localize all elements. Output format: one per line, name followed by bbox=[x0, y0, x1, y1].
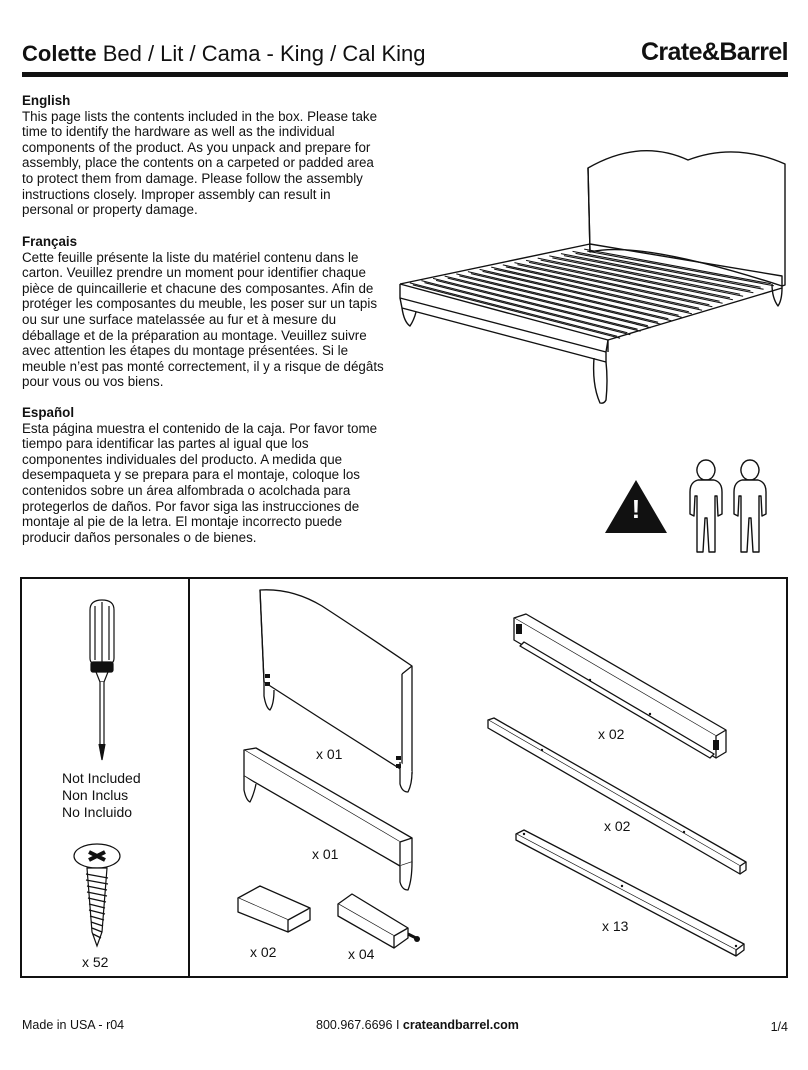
warning-symbol: ! bbox=[631, 494, 641, 524]
footer-phone: 800.967.6696 I bbox=[316, 1018, 403, 1032]
product-description: Bed / Lit / Cama - King / Cal King bbox=[102, 41, 426, 66]
footboard-quantity: x 01 bbox=[312, 846, 339, 862]
footer-page-number: 1/4 bbox=[770, 1020, 788, 1034]
product-name: Colette bbox=[22, 41, 97, 66]
screw-quantity: x 52 bbox=[82, 954, 109, 970]
slat-part bbox=[512, 828, 748, 960]
corner-block-part bbox=[234, 882, 314, 934]
bed-slat bbox=[421, 281, 627, 333]
center-rail-quantity: x 02 bbox=[604, 818, 631, 834]
screw-icon bbox=[72, 842, 122, 948]
footer-website[interactable]: crateandbarrel.com bbox=[402, 1018, 519, 1032]
section-heading: English bbox=[22, 93, 71, 108]
tool-not-included-en: Not Included bbox=[62, 770, 141, 786]
corner-block-quantity: x 02 bbox=[250, 944, 277, 960]
leg-quantity: x 04 bbox=[348, 946, 375, 962]
section-heading: Español bbox=[22, 405, 75, 420]
brand-logo: Crate&Barrel bbox=[640, 38, 788, 66]
screwdriver-icon bbox=[84, 598, 120, 768]
headboard-quantity: x 01 bbox=[316, 746, 343, 762]
tool-not-included-fr: Non Inclus bbox=[62, 787, 129, 803]
footer-made-in: Made in USA - r04 bbox=[22, 1018, 125, 1032]
footboard-part bbox=[240, 746, 420, 892]
two-person-assembly-icon bbox=[684, 458, 774, 554]
tool-not-included-es: No Incluido bbox=[62, 804, 133, 820]
parts-divider bbox=[188, 577, 190, 978]
section-body: This page lists the contents included in the box. Please take time to identify the hardware as well as the individual components of the product. As you unpack and prepare for assembly, place the contents on a carpeted or padded area to protect them from damage. Please follow the assembly instructions closely. Improper assembly can result in personal or property damage. bbox=[22, 108, 378, 218]
section-body: Cette feuille présente la liste du matériel contenu dans le carton. Veuillez prendre un moment pour identifier chaque pièce de quincaillerie et chacune des composantes. Afin de protéger les composantes du meuble, les poser sur un tapis ou sur une surface matelassée au fur et à mesure du déballage et de la préparation au montage. Veuillez suivre avec attention les étapes du montage présentées. Si le meuble n’est pas monté correctement, il y a risque de dégâts pour vous ou vos biens. bbox=[22, 249, 384, 390]
leg-part bbox=[334, 890, 424, 952]
slat-quantity: x 13 bbox=[602, 918, 629, 934]
footer-contact bbox=[316, 1018, 519, 1033]
side-rail-quantity: x 02 bbox=[598, 726, 625, 742]
section-heading: Français bbox=[22, 234, 78, 249]
section-body: Esta página muestra el contenido de la caja. Por favor tome tiempo para identificar las partes al igual que los componentes individuales del producto. A medida que desempaqueta y se prepara para el montaje, coloque los contenidos sobre un área alfombrada o acolchada para protegerlos de daños. Por favor siga las instrucciones de montaje al pie de la letra. El montaje incorrecto puede producir daños personales o de bienes. bbox=[22, 420, 378, 545]
